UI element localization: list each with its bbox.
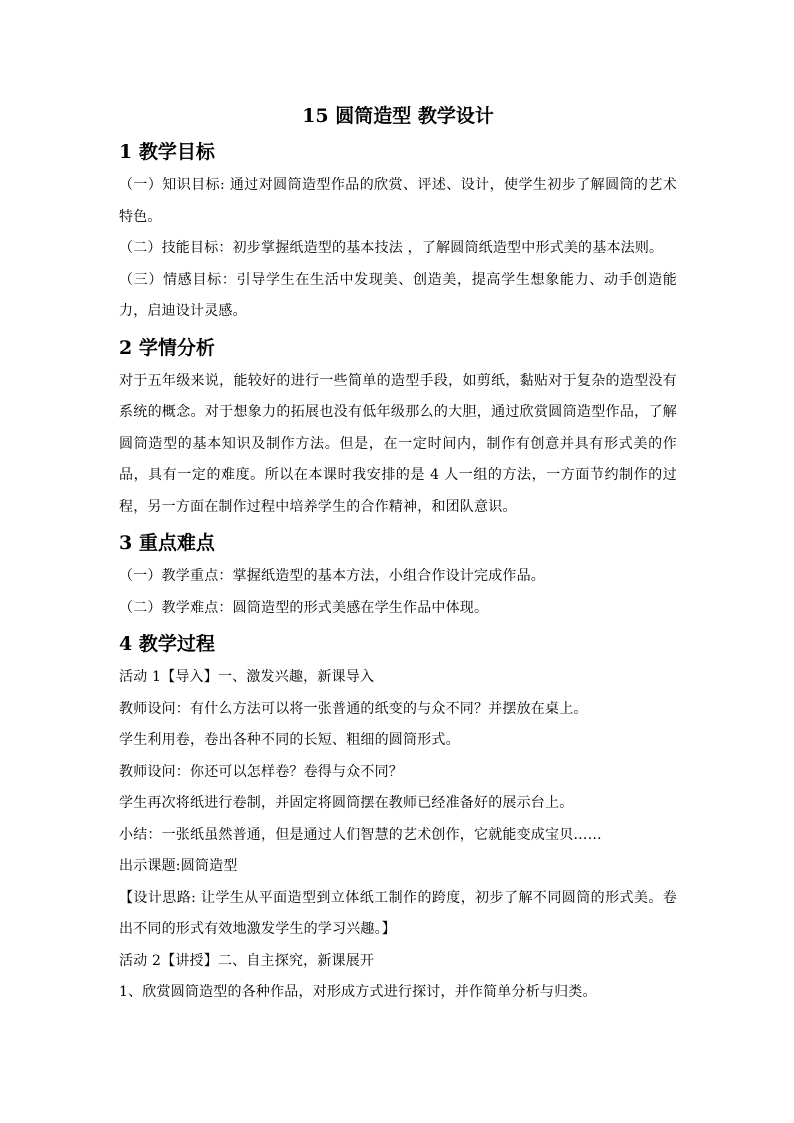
section-student-analysis — [119, 328, 677, 524]
paragraph: （三）情感目标：引导学生在生活中发现美、创造美，提高学生想象能力、动手创造能力，启迪设计灵感。 — [119, 271, 677, 319]
paragraph: 出示课题:圆筒造型 — [119, 858, 238, 874]
document-page — [119, 100, 677, 1009]
paragraph: 对于五年级来说，能较好的进行一些简单的造型手段，如剪纸，黏贴对于复杂的造型没有系统的概念。对于想象力的拓展也没有低年级那么的大胆，通过欣赏圆筒造型作品，了解圆筒造型的基本知识及制作方法。但是，在一定时间内，制作有创意并具有形式美的作品，具有一定的难度。所以在本课时我安排的是 4 人一组的方法，一方面节约制作的过程，另一方面在制作过程中培养学生的合作精神，和团队意识。 — [119, 372, 677, 515]
paragraph: 活动 2【讲授】二、自主探究，新课展开 — [119, 952, 375, 969]
paragraph: 教师设问：你还可以怎样卷？卷得与众不同？ — [119, 763, 403, 780]
paragraph: 小结：一张纸虽然普通，但是通过人们智慧的艺术创作，它就能变成宝贝…… — [119, 826, 602, 843]
section-heading: 3 重点难点 — [119, 532, 215, 554]
section-heading: 1 教学目标 — [119, 141, 215, 163]
paragraph: 教师设问：有什么方法可以将一张普通的纸变的与众不同？并摆放在桌上。 — [119, 700, 588, 717]
section-heading: 2 学情分析 — [119, 336, 215, 359]
paragraph: （二）教学难点：圆筒造型的形式美感在学生作品中体现。 — [119, 599, 489, 616]
paragraph: 学生再次将纸进行卷制，并固定将圆筒摆在教师已经准备好的展示台上。 — [119, 795, 574, 811]
section-key-points — [119, 523, 677, 624]
paragraph: （一）教学重点：掌握纸造型的基本方法，小组合作设计完成作品。 — [119, 568, 545, 584]
paragraph: （二）技能目标：初步掌握纸造型的基本技法 ，了解圆筒纸造型中形式美的基本法则。 — [119, 240, 664, 256]
section-heading: 4 教学过程 — [119, 633, 215, 655]
section-teaching-process — [119, 624, 677, 1009]
document-title: 15 圆筒造型 教学设计 — [302, 105, 494, 127]
section-objectives — [119, 132, 677, 328]
paragraph: 学生利用卷，卷出各种不同的长短、粗细的圆筒形式。 — [119, 732, 460, 748]
paragraph: 【设计思路: 让学生从平面造型到立体纸工制作的跨度，初步了解不同圆筒的形式美。卷出不同的形式有效地激发学生的学习兴趣。】 — [119, 889, 677, 937]
paragraph: 活动 1【导入】一、激发兴趣，新课导入 — [119, 669, 375, 685]
paragraph: （一）知识目标: 通过对圆筒造型作品的欣赏、评述、设计，使学生初步了解圆筒的艺术特色。 — [119, 177, 677, 225]
paragraph: 1、欣赏圆筒造型的各种作品，对形成方式进行探讨，并作简单分析与归类。 — [119, 984, 597, 1000]
